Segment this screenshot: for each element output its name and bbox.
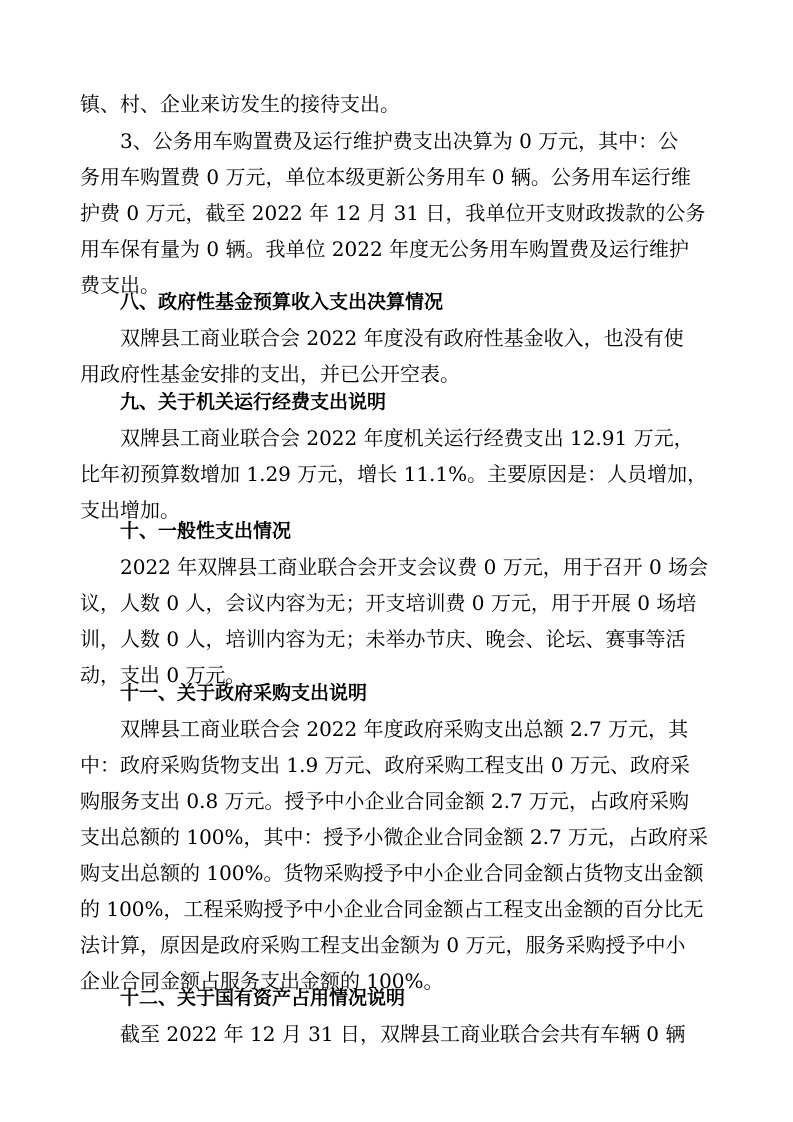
body-text-line: 双牌县工商业联合会 2022 年度政府采购支出总额 2.7 万元，其 bbox=[120, 717, 689, 741]
body-text-line: 支出增加。 bbox=[80, 498, 180, 522]
body-text-line: 训，人数 0 人，培训内容为无；未举办节庆、晚会、论坛、赛事等活 bbox=[80, 627, 686, 651]
body-text-line: 护费 0 万元，截至 2022 年 12 月 31 日，我单位开支财政拨款的公务 bbox=[80, 201, 706, 225]
body-text-line: 比年初预算数增加 1.29 万元，增长 11.1%。主要原因是：人员增加， bbox=[80, 462, 708, 486]
body-text-line: 购支出总额的 100%。货物采购授予中小企业合同金额占货物支出金额 bbox=[80, 861, 704, 885]
body-text-line: 3、公务用车购置费及运行维护费支出决算为 0 万元，其中：公 bbox=[120, 129, 679, 153]
section-heading: 十一、关于政府采购支出说明 bbox=[120, 682, 368, 704]
body-text-line: 购服务支出 0.8 万元。授予中小企业合同金额 2.7 万元，占政府采购 bbox=[80, 789, 690, 813]
body-text-line: 务用车购置费 0 万元，单位本级更新公务用车 0 辆。公务用车运行维 bbox=[80, 165, 691, 189]
body-text-line: 议，人数 0 人，会议内容为无；开支培训费 0 万元，用于开展 0 场培 bbox=[80, 591, 697, 615]
section-heading: 十二、关于国有资产占用情况说明 bbox=[120, 987, 406, 1009]
body-text-line: 的 100%，工程采购授予中小企业合同金额占工程支出金额的百分比无 bbox=[80, 897, 704, 921]
body-text-line: 中：政府采购货物支出 1.9 万元、政府采购工程支出 0 万元、政府采 bbox=[80, 753, 690, 777]
body-text-line: 双牌县工商业联合会 2022 年度机关运行经费支出 12.91 万元， bbox=[120, 426, 694, 450]
body-text-line: 用政府性基金安排的支出，并已公开空表。 bbox=[80, 362, 460, 386]
body-text-line: 支出总额的 100%，其中：授予小微企业合同金额 2.7 万元，占政府采 bbox=[80, 825, 709, 849]
body-text-line: 双牌县工商业联合会 2022 年度没有政府性基金收入，也没有使 bbox=[120, 326, 684, 350]
body-text-line: 法计算，原因是政府采购工程支出金额为 0 万元，服务采购授予中小 bbox=[80, 933, 686, 957]
body-text-line: 截至 2022 年 12 月 31 日，双牌县工商业联合会共有车辆 0 辆 bbox=[120, 1022, 686, 1046]
section-heading: 九、关于机关运行经费支出说明 bbox=[120, 391, 387, 413]
body-text-line: 用车保有量为 0 辆。我单位 2022 年度无公务用车购置费及运行维护 bbox=[80, 237, 690, 261]
body-text-line: 动，支出 0 万元。 bbox=[80, 663, 246, 687]
body-text-line: 企业合同金额占服务支出金额的 100%。 bbox=[80, 969, 444, 993]
body-text-line: 费支出。 bbox=[80, 273, 160, 297]
body-text-line: 2022 年双牌县工商业联合会开支会议费 0 万元，用于召开 0 场会 bbox=[120, 555, 709, 579]
body-text-line: 镇、村、企业来访发生的接待支出。 bbox=[80, 92, 400, 116]
section-heading: 十、一般性支出情况 bbox=[120, 520, 292, 542]
section-heading: 八、政府性基金预算收入支出决算情况 bbox=[120, 291, 444, 313]
